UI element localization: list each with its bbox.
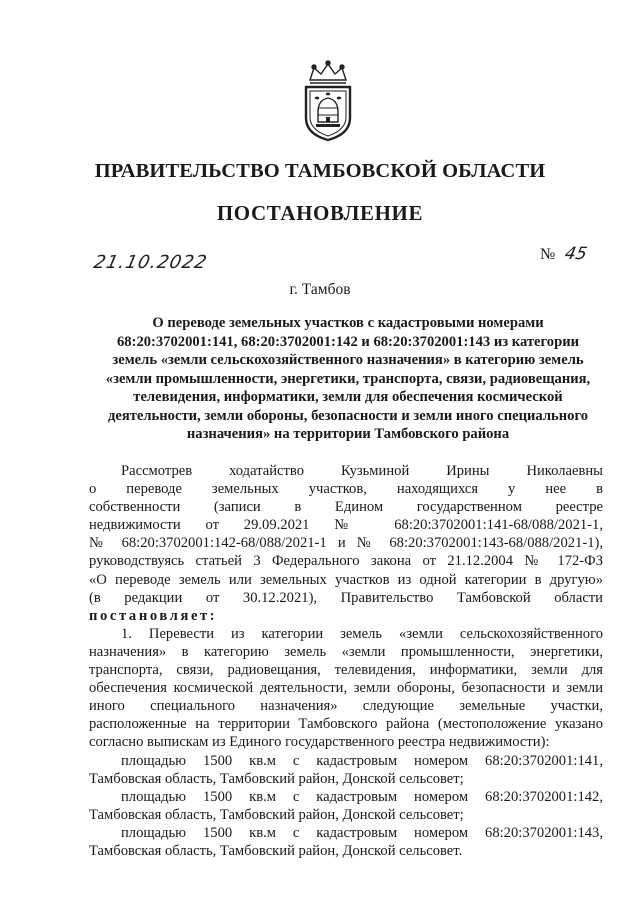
document-number	[540, 244, 590, 264]
subject-title	[86, 314, 610, 444]
body-line: площадью 1500 кв.м с кадастровым номером 68:20:3702001:141,	[121, 752, 603, 769]
body-line: (в редакции от 30.12.2021), Правительство Тамбовской области	[89, 589, 603, 606]
body-line: Рассмотрев ходатайство Кузьминой Ирины Николаевны	[121, 463, 603, 479]
body-line: согласно выпискам из Единого государственного реестра недвижимости):	[89, 734, 550, 751]
body-line: назначения» в категорию земель «земли промышленности, энергетики,	[89, 643, 603, 660]
body-line: руководствуясь статьей 3 Федерального закона от 21.12.2004 № 172-ФЗ	[89, 553, 603, 570]
body-line: Тамбовская область, Тамбовский район, Донской сельсовет;	[89, 770, 464, 787]
subject-line: О переводе земельных участков с кадастровыми номерами	[152, 315, 544, 331]
handwritten-number: 45	[563, 244, 590, 264]
subject-line: «земли промышленности, энергетики, транспорта, связи, радиовещания,	[105, 370, 591, 387]
body-line: собственности (записи в Едином государственном реестре	[89, 499, 603, 516]
body-line: недвижимости от 29.09.2021 № 68:20:3702001:141-68/088/2021-1,	[89, 517, 603, 534]
document-type: ПОСТАНОВЛЕНИЕ	[216, 201, 424, 225]
body-line: площадью 1500 кв.м с кадастровым номером 68:20:3702001:142,	[121, 788, 603, 805]
body-line: «О переводе земель или земельных участков из одной категории в другую»	[89, 571, 603, 588]
number-sign: №	[540, 246, 556, 263]
body-line: расположенные на территории Тамбовского района (местоположение указано	[89, 716, 603, 733]
coat-of-arms-icon	[300, 60, 356, 142]
handwritten-date: 21.10.2022	[91, 252, 210, 273]
subject-line: 68:20:3702001:141, 68:20:3702001:142 и 68:20:3702001:143 из категории	[116, 333, 580, 350]
body-line: иного специального назначения» следующие земельные участки,	[89, 698, 603, 715]
government-title: ПРАВИТЕЛЬСТВО ТАМБОВСКОЙ ОБЛАСТИ	[94, 160, 546, 182]
body-text	[89, 462, 603, 860]
subject-line: назначения» на территории Тамбовского района	[186, 426, 510, 442]
decree-word: постановляет:	[89, 607, 218, 624]
city: г. Тамбов	[289, 281, 351, 298]
subject-line: деятельности, земли обороны, безопасности и земли иного специального	[107, 407, 589, 424]
subject-line: земель «земли сельскохозяйственного назначения» в категорию земель	[112, 352, 584, 368]
body-line: транспорта, связи, радиовещания, телевидения, информатики, земли для	[89, 662, 603, 679]
body-line: Тамбовская область, Тамбовский район, Донской сельсовет;	[89, 806, 464, 823]
subject-line: телевидения, информатики, земли для обеспечения космической	[133, 389, 563, 405]
body-line: обеспечения космической деятельности, земли обороны, безопасности и земли	[89, 680, 603, 697]
body-line: Тамбовская область, Тамбовский район, Донской сельсовет.	[89, 842, 463, 859]
body-line: № 68:20:3702001:142-68/088/2021-1 и № 68:20:3702001:143-68/088/2021-1),	[89, 535, 603, 552]
body-line: о переводе земельных участков, находящихся у нее в	[89, 481, 603, 498]
body-line: 1. Перевести из категории земель «земли сельскохозяйственного	[121, 625, 603, 642]
body-line: площадью 1500 кв.м с кадастровым номером 68:20:3702001:143,	[121, 824, 603, 841]
